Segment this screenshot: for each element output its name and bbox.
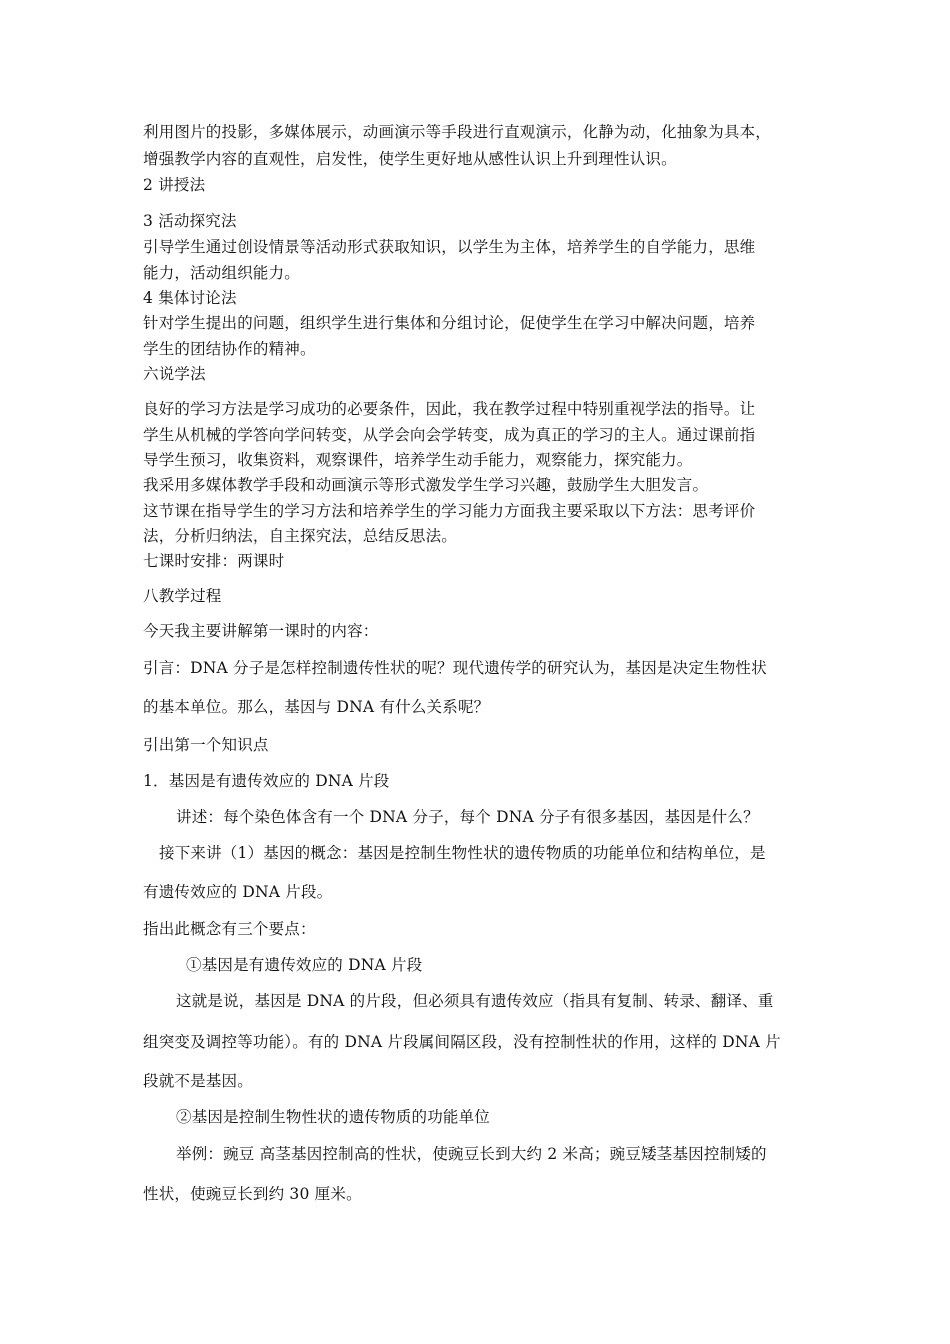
text-line: 这就是说，基因是 DNA 的片段，但必须具有遗传效应（指具有复制、转录、翻译、重 <box>176 992 774 1010</box>
text-line: 性状，使豌豆长到约 30 厘米。 <box>143 1185 362 1203</box>
text-line: 讲述：每个染色体含有一个 DNA 分子，每个 DNA 分子有很多基因，基因是什么？ <box>176 808 759 826</box>
text-line: 接下来讲（1）基因的概念：基因是控制生物性状的遗传物质的功能单位和结构单位，是 <box>159 844 766 862</box>
text-line: 针对学生提出的问题，组织学生进行集体和分组讨论，促使学生在学习中解决问题，培养 <box>143 314 756 332</box>
section-heading: 七课时安排：两课时 <box>143 552 285 570</box>
section-heading: 2 讲授法 <box>143 176 206 194</box>
text-line: 增强教学内容的直观性，启发性，使学生更好地从感性认识上升到理性认识。 <box>143 150 677 168</box>
section-heading: 八教学过程 <box>143 587 222 605</box>
text-line: ②基因是控制生物性状的遗传物质的功能单位 <box>176 1108 491 1126</box>
text-line: 良好的学习方法是学习成功的必要条件，因此，我在教学过程中特别重视学法的指导。让 <box>143 400 756 418</box>
text-line: ①基因是有遗传效应的 DNA 片段 <box>186 956 423 974</box>
text-line: 法，分析归纳法，自主探究法，总结反思法。 <box>143 527 458 545</box>
section-heading: 六说学法 <box>143 365 206 383</box>
text-line: 引出第一个知识点 <box>143 736 269 754</box>
text-line: 导学生预习，收集资料，观察课件，培养学生动手能力，观察能力，探究能力。 <box>143 451 693 469</box>
section-heading: 3 活动探究法 <box>143 212 237 230</box>
section-heading: 4 集体讨论法 <box>143 289 237 307</box>
text-line: 举例：豌豆 高茎基因控制高的性状，使豌豆长到大约 2 米高；豌豆矮茎基因控制矮的 <box>176 1145 767 1163</box>
text-line: 组突变及调控等功能）。有的 DNA 片段属间隔区段，没有控制性状的作用，这样的 DNA 片 <box>143 1033 781 1051</box>
section-heading: 1．基因是有遗传效应的 DNA 片段 <box>143 772 390 790</box>
text-line: 段就不是基因。 <box>143 1072 253 1090</box>
text-line: 指出此概念有三个要点： <box>143 920 316 938</box>
text-line: 能力，活动组织能力。 <box>143 264 301 282</box>
text-line: 今天我主要讲解第一课时的内容： <box>143 622 379 640</box>
text-line: 我采用多媒体教学手段和动画演示等形式激发学生学习兴趣，鼓励学生大胆发言。 <box>143 476 709 494</box>
text-line: 利用图片的投影，多媒体展示，动画演示等手段进行直观演示，化静为动，化抽象为具本， <box>143 123 772 141</box>
text-line: 学生的团结协作的精神。 <box>143 340 316 358</box>
text-line: 引导学生通过创设情景等活动形式获取知识，以学生为主体，培养学生的自学能力，思维 <box>143 238 756 256</box>
text-line: 引言：DNA 分子是怎样控制遗传性状的呢？现代遗传学的研究认为，基因是决定生物性状 <box>143 659 767 677</box>
text-line: 的基本单位。那么，基因与 DNA 有什么关系呢？ <box>143 698 490 716</box>
text-line: 这节课在指导学生的学习方法和培养学生的学习能力方面我主要采取以下方法：思考评价 <box>143 502 756 520</box>
text-line: 学生从机械的学答向学问转变，从学会向会学转变，成为真正的学习的主人。通过课前指 <box>143 426 756 444</box>
text-line: 有遗传效应的 DNA 片段。 <box>143 883 333 901</box>
